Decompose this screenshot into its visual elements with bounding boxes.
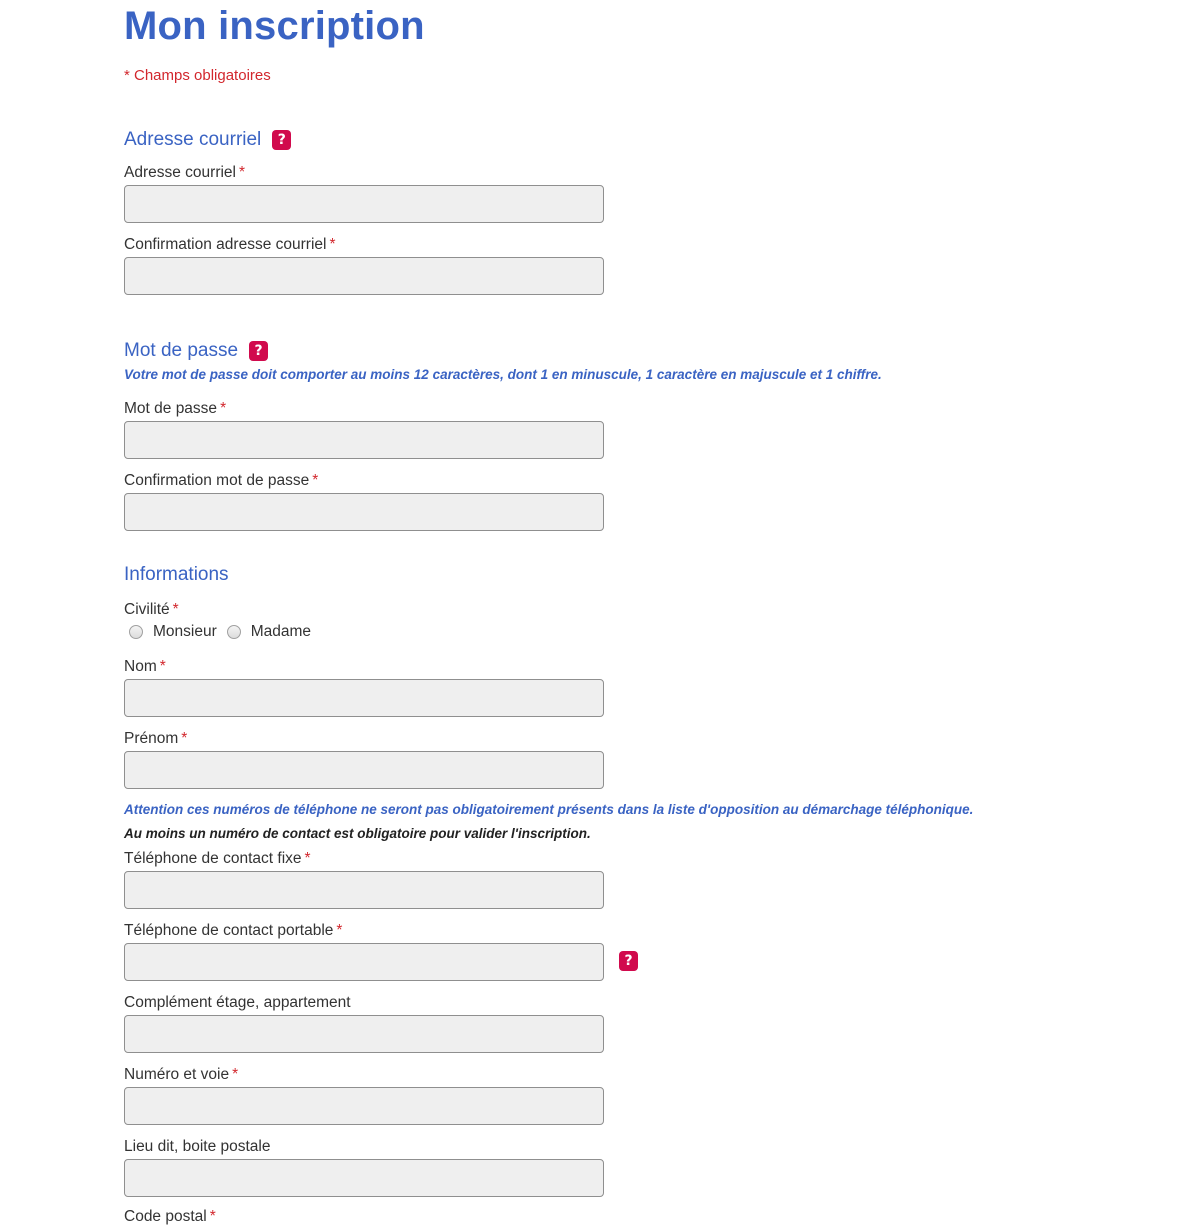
email-confirm-label <box>124 235 336 255</box>
password-label-text: Mot de passe <box>124 400 218 417</box>
required-fields-note: * Champs obligatoires <box>124 67 271 84</box>
last-name-input[interactable] <box>124 679 604 717</box>
locality-label-text: Lieu dit, boite postale <box>124 1138 271 1155</box>
floor-label <box>124 993 351 1013</box>
postal-code-label <box>124 1207 216 1227</box>
section-title-info <box>124 563 229 587</box>
password-hint: Votre mot de passe doit comporter au moins 12 caractères, dont 1 en minuscule, 1 caractère en majuscule et 1 chiffre. <box>124 367 882 382</box>
phone-warning: Attention ces numéros de téléphone ne seront pas obligatoirement présents dans la liste d'opposition au démarchage téléphonique. <box>124 802 974 817</box>
email-label-text: Adresse courriel <box>124 164 236 181</box>
page-title: Mon inscription <box>124 4 425 48</box>
password-label <box>124 399 226 419</box>
civility-label <box>124 600 179 620</box>
street-input[interactable] <box>124 1087 604 1125</box>
landline-label <box>124 849 311 869</box>
email-confirm-input[interactable] <box>124 257 604 295</box>
street-label <box>124 1065 238 1085</box>
email-input[interactable] <box>124 185 604 223</box>
locality-input[interactable] <box>124 1159 604 1197</box>
radio-monsieur[interactable] <box>129 625 143 639</box>
required-star: * <box>336 922 343 939</box>
mobile-help-icon[interactable]: ? <box>619 951 638 971</box>
civility-option-monsieur-label: Monsieur <box>153 623 217 640</box>
required-star: * <box>329 236 336 253</box>
section-title-password-text: Mot de passe <box>124 340 239 361</box>
phone-requirement: Au moins un numéro de contact est obligatoire pour valider l'inscription. <box>124 826 591 841</box>
first-name-input[interactable] <box>124 751 604 789</box>
postal-code-label-text: Code postal <box>124 1208 207 1225</box>
password-confirm-label <box>124 471 318 491</box>
required-star: * <box>232 1066 239 1083</box>
street-label-text: Numéro et voie <box>124 1066 230 1083</box>
mobile-input[interactable] <box>124 943 604 981</box>
required-star: * <box>304 850 311 867</box>
password-confirm-label-text: Confirmation mot de passe <box>124 472 310 489</box>
first-name-label-text: Prénom <box>124 730 179 747</box>
civility-option-madame-label: Madame <box>250 623 312 640</box>
civility-option-monsieur[interactable] <box>129 623 217 641</box>
section-title-password <box>124 339 268 363</box>
floor-label-text: Complément étage, appartement <box>124 994 351 1011</box>
required-star: * <box>172 601 179 618</box>
floor-input[interactable] <box>124 1015 604 1053</box>
email-help-icon[interactable]: ? <box>272 130 291 150</box>
mobile-label <box>124 921 342 941</box>
password-help-icon[interactable]: ? <box>249 341 268 361</box>
civility-radio-group <box>129 623 311 641</box>
last-name-label-text: Nom <box>124 658 157 675</box>
last-name-label <box>124 657 166 677</box>
landline-label-text: Téléphone de contact fixe <box>124 850 302 867</box>
first-name-label <box>124 729 187 749</box>
section-title-email-text: Adresse courriel <box>124 129 262 150</box>
civility-option-madame[interactable] <box>227 623 311 641</box>
required-star: * <box>181 730 188 747</box>
required-star: * <box>239 164 246 181</box>
radio-madame[interactable] <box>227 625 241 639</box>
mobile-label-text: Téléphone de contact portable <box>124 922 334 939</box>
required-star: * <box>220 400 227 417</box>
locality-label <box>124 1137 271 1157</box>
required-star: * <box>312 472 319 489</box>
password-confirm-input[interactable] <box>124 493 604 531</box>
password-input[interactable] <box>124 421 604 459</box>
section-title-info-text: Informations <box>124 564 229 585</box>
email-confirm-label-text: Confirmation adresse courriel <box>124 236 327 253</box>
section-title-email <box>124 128 291 152</box>
email-label <box>124 163 245 183</box>
landline-input[interactable] <box>124 871 604 909</box>
civility-label-text: Civilité <box>124 601 170 618</box>
required-star: * <box>159 658 166 675</box>
required-star: * <box>209 1208 216 1225</box>
